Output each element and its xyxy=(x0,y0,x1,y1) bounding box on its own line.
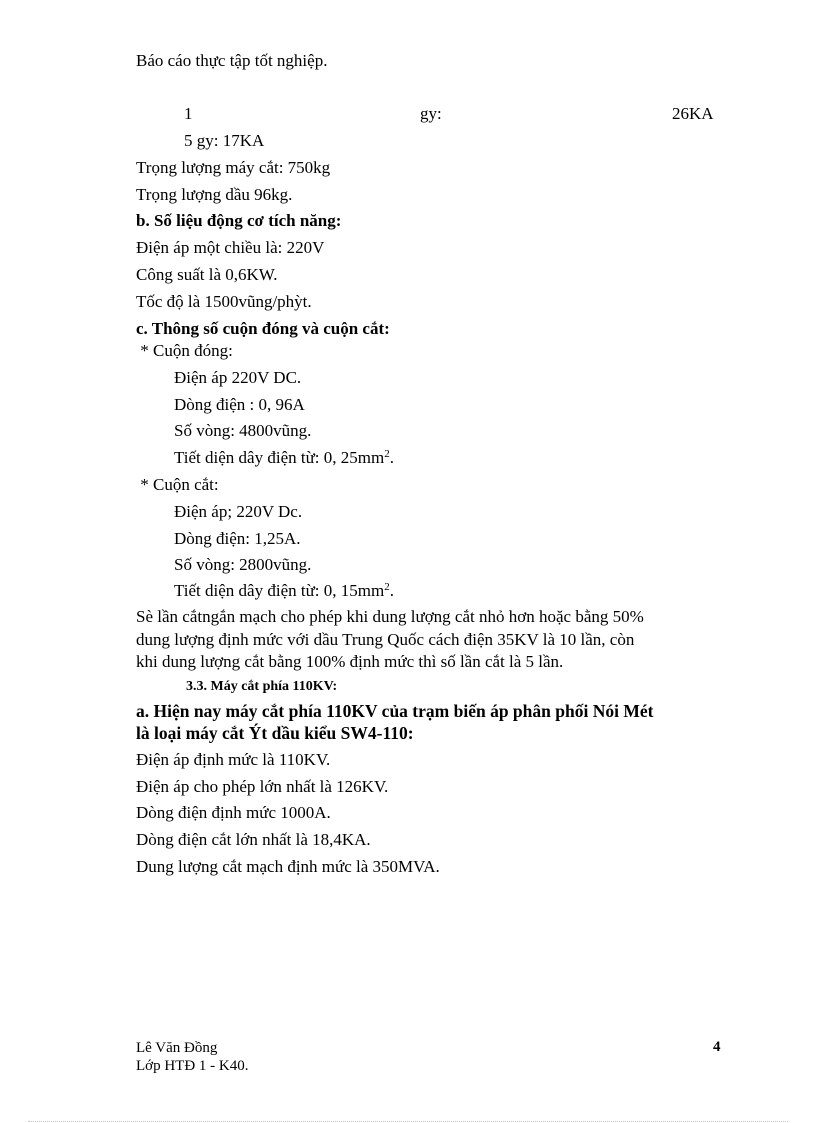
closing-coil-voltage: Điện áp 220V DC. xyxy=(174,368,302,387)
paragraph-line-3: khi dung lượng cắt bằng 100% định mức thì số lần cắt là 5 lần. xyxy=(136,652,564,671)
section-b-heading: b. Số liệu động cơ tích năng: xyxy=(136,211,342,230)
spec-breaking-capacity: Dung lượng cắt mạch định mức là 350MVA. xyxy=(136,857,440,876)
motor-power: Công suất là 0,6KW. xyxy=(136,265,278,284)
oil-weight: Trọng lượng dầu 96kg. xyxy=(136,185,293,204)
page-number: 4 xyxy=(713,1039,721,1055)
closing-coil-label: * Cuộn đóng: xyxy=(136,341,233,360)
section-c-heading: c. Thông số cuộn đóng và cuộn cắt: xyxy=(136,319,390,338)
tripping-coil-voltage: Điện áp; 220V Dc. xyxy=(174,502,303,521)
section-33-heading: 3.3. Máy cắt phía 110KV: xyxy=(186,679,338,694)
header-title: Báo cáo thực tập tốt nghiệp. xyxy=(136,51,328,70)
paragraph-line-1: Sè lần cắtngắn mạch cho phép khi dung lượng cắt nhỏ hơn hoặc bằng 50% xyxy=(136,607,644,626)
motor-voltage: Điện áp một chiều là: 220V xyxy=(136,238,325,257)
spec-rated-current: Dòng điện định mức 1000A. xyxy=(136,803,331,822)
tripping-coil-turns: Số vòng: 2800vũng. xyxy=(174,555,312,574)
paragraph-line-2: dung lượng định mức với dầu Trung Quốc cách điện 35KV là 10 lần, còn xyxy=(136,630,635,649)
spec-max-voltage: Điện áp cho phép lớn nhất là 126KV. xyxy=(136,777,389,796)
motor-speed: Tốc độ là 1500vũng/phỳt. xyxy=(136,292,312,311)
rating-row-2: 5 gy: 17KA xyxy=(184,131,265,150)
closing-coil-turns: Số vòng: 4800vũng. xyxy=(174,421,312,440)
closing-coil-cross-section: Tiết diện dây điện từ: 0, $25mm^2$. xyxy=(174,448,394,467)
breaker-weight: Trọng lượng máy cắt: 750kg xyxy=(136,158,331,177)
rating-row-right: 26KA xyxy=(672,104,714,123)
spec-rated-voltage: Điện áp định mức là 110KV. xyxy=(136,750,331,769)
footer-class: Lớp HTĐ 1 - K40. xyxy=(136,1058,249,1074)
spec-max-breaking-current: Dòng điện cắt lớn nhất là 18,4KA. xyxy=(136,830,371,849)
tripping-coil-label: * Cuộn cắt: xyxy=(136,475,219,494)
section-33-subheading-1: a. Hiện nay máy cắt phía 110KV của trạm biến áp phân phối Nói Mét xyxy=(136,701,654,721)
page-bottom-border xyxy=(28,1121,788,1122)
tripping-coil-cross-section: Tiết diện dây điện từ: 0, $15mm^2$. xyxy=(174,581,394,600)
footer-author: Lê Văn Đồng xyxy=(136,1040,218,1056)
rating-row-number: 1 xyxy=(184,104,193,123)
closing-coil-current: Dòng điện : 0, 96A xyxy=(174,395,305,414)
section-33-subheading-2: là loại máy cắt Ýt dầu kiểu SW4-110: xyxy=(136,723,414,743)
tripping-coil-current: Dòng điện: 1,25A. xyxy=(174,529,301,548)
rating-row-middle: gy: xyxy=(420,104,442,123)
